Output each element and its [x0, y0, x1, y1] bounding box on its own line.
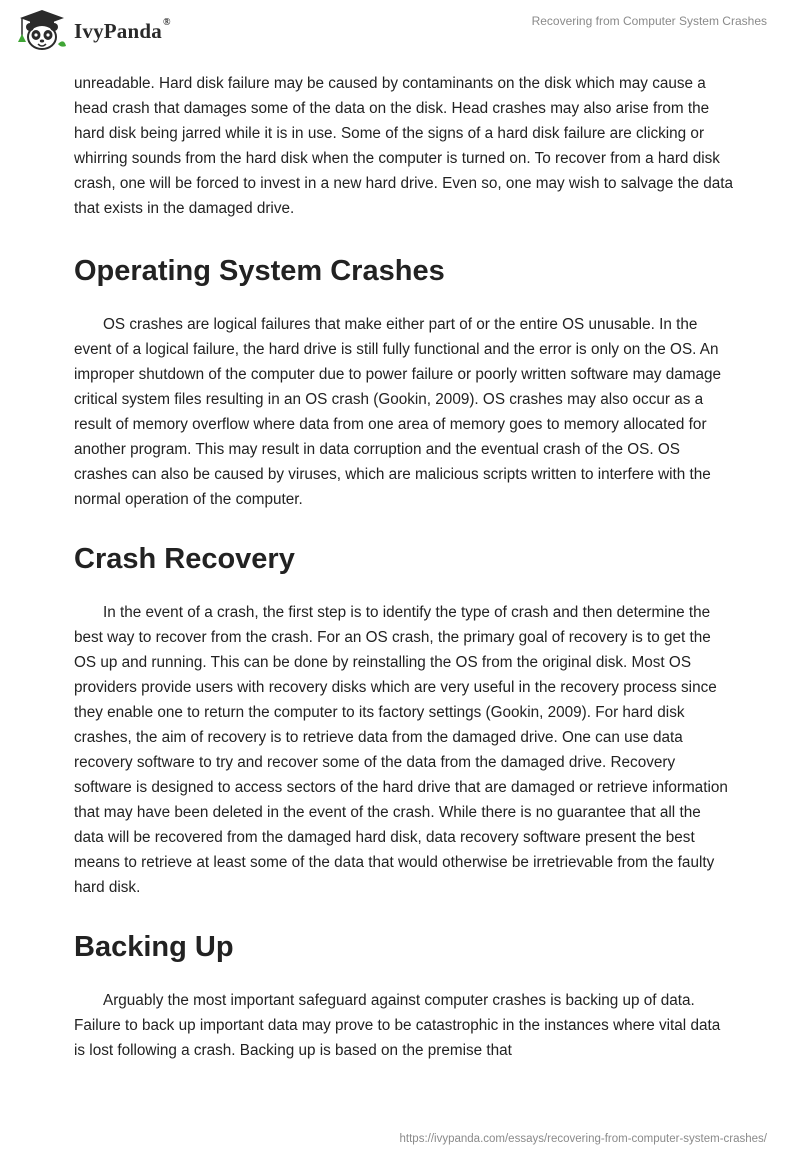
section-heading-backing-up: Backing Up — [74, 931, 234, 963]
essay-body — [74, 71, 734, 1063]
page-header — [0, 0, 800, 62]
section-paragraph-crash-recovery: In the event of a crash, the first step is to identify the type of crash and then determine the best way to recover from the crash. For an OS crash, the primary goal of recovery is to get the OS up and running. This can be done by reinstalling the OS from the original disk. Most OS providers provide users with recovery disks which are very useful in the recovery process since they enable one to return the computer to its factory settings (Gookin, 2009). For hard disk crashes, the aim of recovery is to retrieve data from the damaged drive. One can use data recovery software to try and recover some of the data from the damaged drive. Recovery software is designed to access sectors of the hard drive that are damaged or retrieve information that may have been deleted in the event of the crash. While there is no guarantee that all the data will be recovered from the damaged hard disk, data recovery software present the best means to retrieve at least some of the data that would otherwise be irretrievable from the faulty hard disk. — [74, 604, 728, 896]
logo-wordmark: IvyPanda — [74, 18, 162, 43]
section-paragraph-os-crashes: OS crashes are logical failures that make either part of or the entire OS unusable. In the event of a logical failure, the hard drive is still fully functional and the error is only on the OS. An improper shutdown of the computer due to power failure or poorly written software may damage critical system files resulting in an OS crash (Gookin, 2009). OS crashes may also occur as a result of memory overflow where data from one area of memory goes to memory allocated for another program. This may result in data corruption and the eventual crash of the OS. OS crashes can also be caused by viruses, which are malicious scripts written to interfere with the normal operation of the computer. — [74, 316, 722, 508]
panda-graduate-icon — [14, 8, 70, 54]
logo-text — [74, 16, 171, 44]
source-url[interactable]: https://ivypanda.com/essays/recovering-from-computer-system-crashes/ — [399, 1133, 767, 1145]
ivypanda-logo[interactable] — [14, 8, 171, 54]
intro-paragraph: unreadable. Hard disk failure may be caused by contaminants on the disk which may cause a head crash that damages some of the data on the disk. Head crashes may also arise from the hard disk being jarred while it is in use. Some of the signs of a hard disk failure are clicking or whirring sounds from the hard disk when the computer is turned on. To recover from a hard disk crash, one will be forced to invest in a new hard drive. Even so, one may wish to salvage the data that exists in the damaged drive. — [74, 75, 733, 217]
section-paragraph-backing-up: Arguably the most important safeguard against computer crashes is backing up of data. Failure to back up important data may prove to be catastrophic in the instances where vital data is lost following a crash. Backing up is based on the premise that — [74, 992, 721, 1059]
registered-mark: ® — [162, 16, 171, 28]
section-heading-crash-recovery: Crash Recovery — [74, 543, 295, 575]
document-title: Recovering from Computer System Crashes — [531, 14, 767, 28]
section-heading-os-crashes: Operating System Crashes — [74, 255, 445, 287]
